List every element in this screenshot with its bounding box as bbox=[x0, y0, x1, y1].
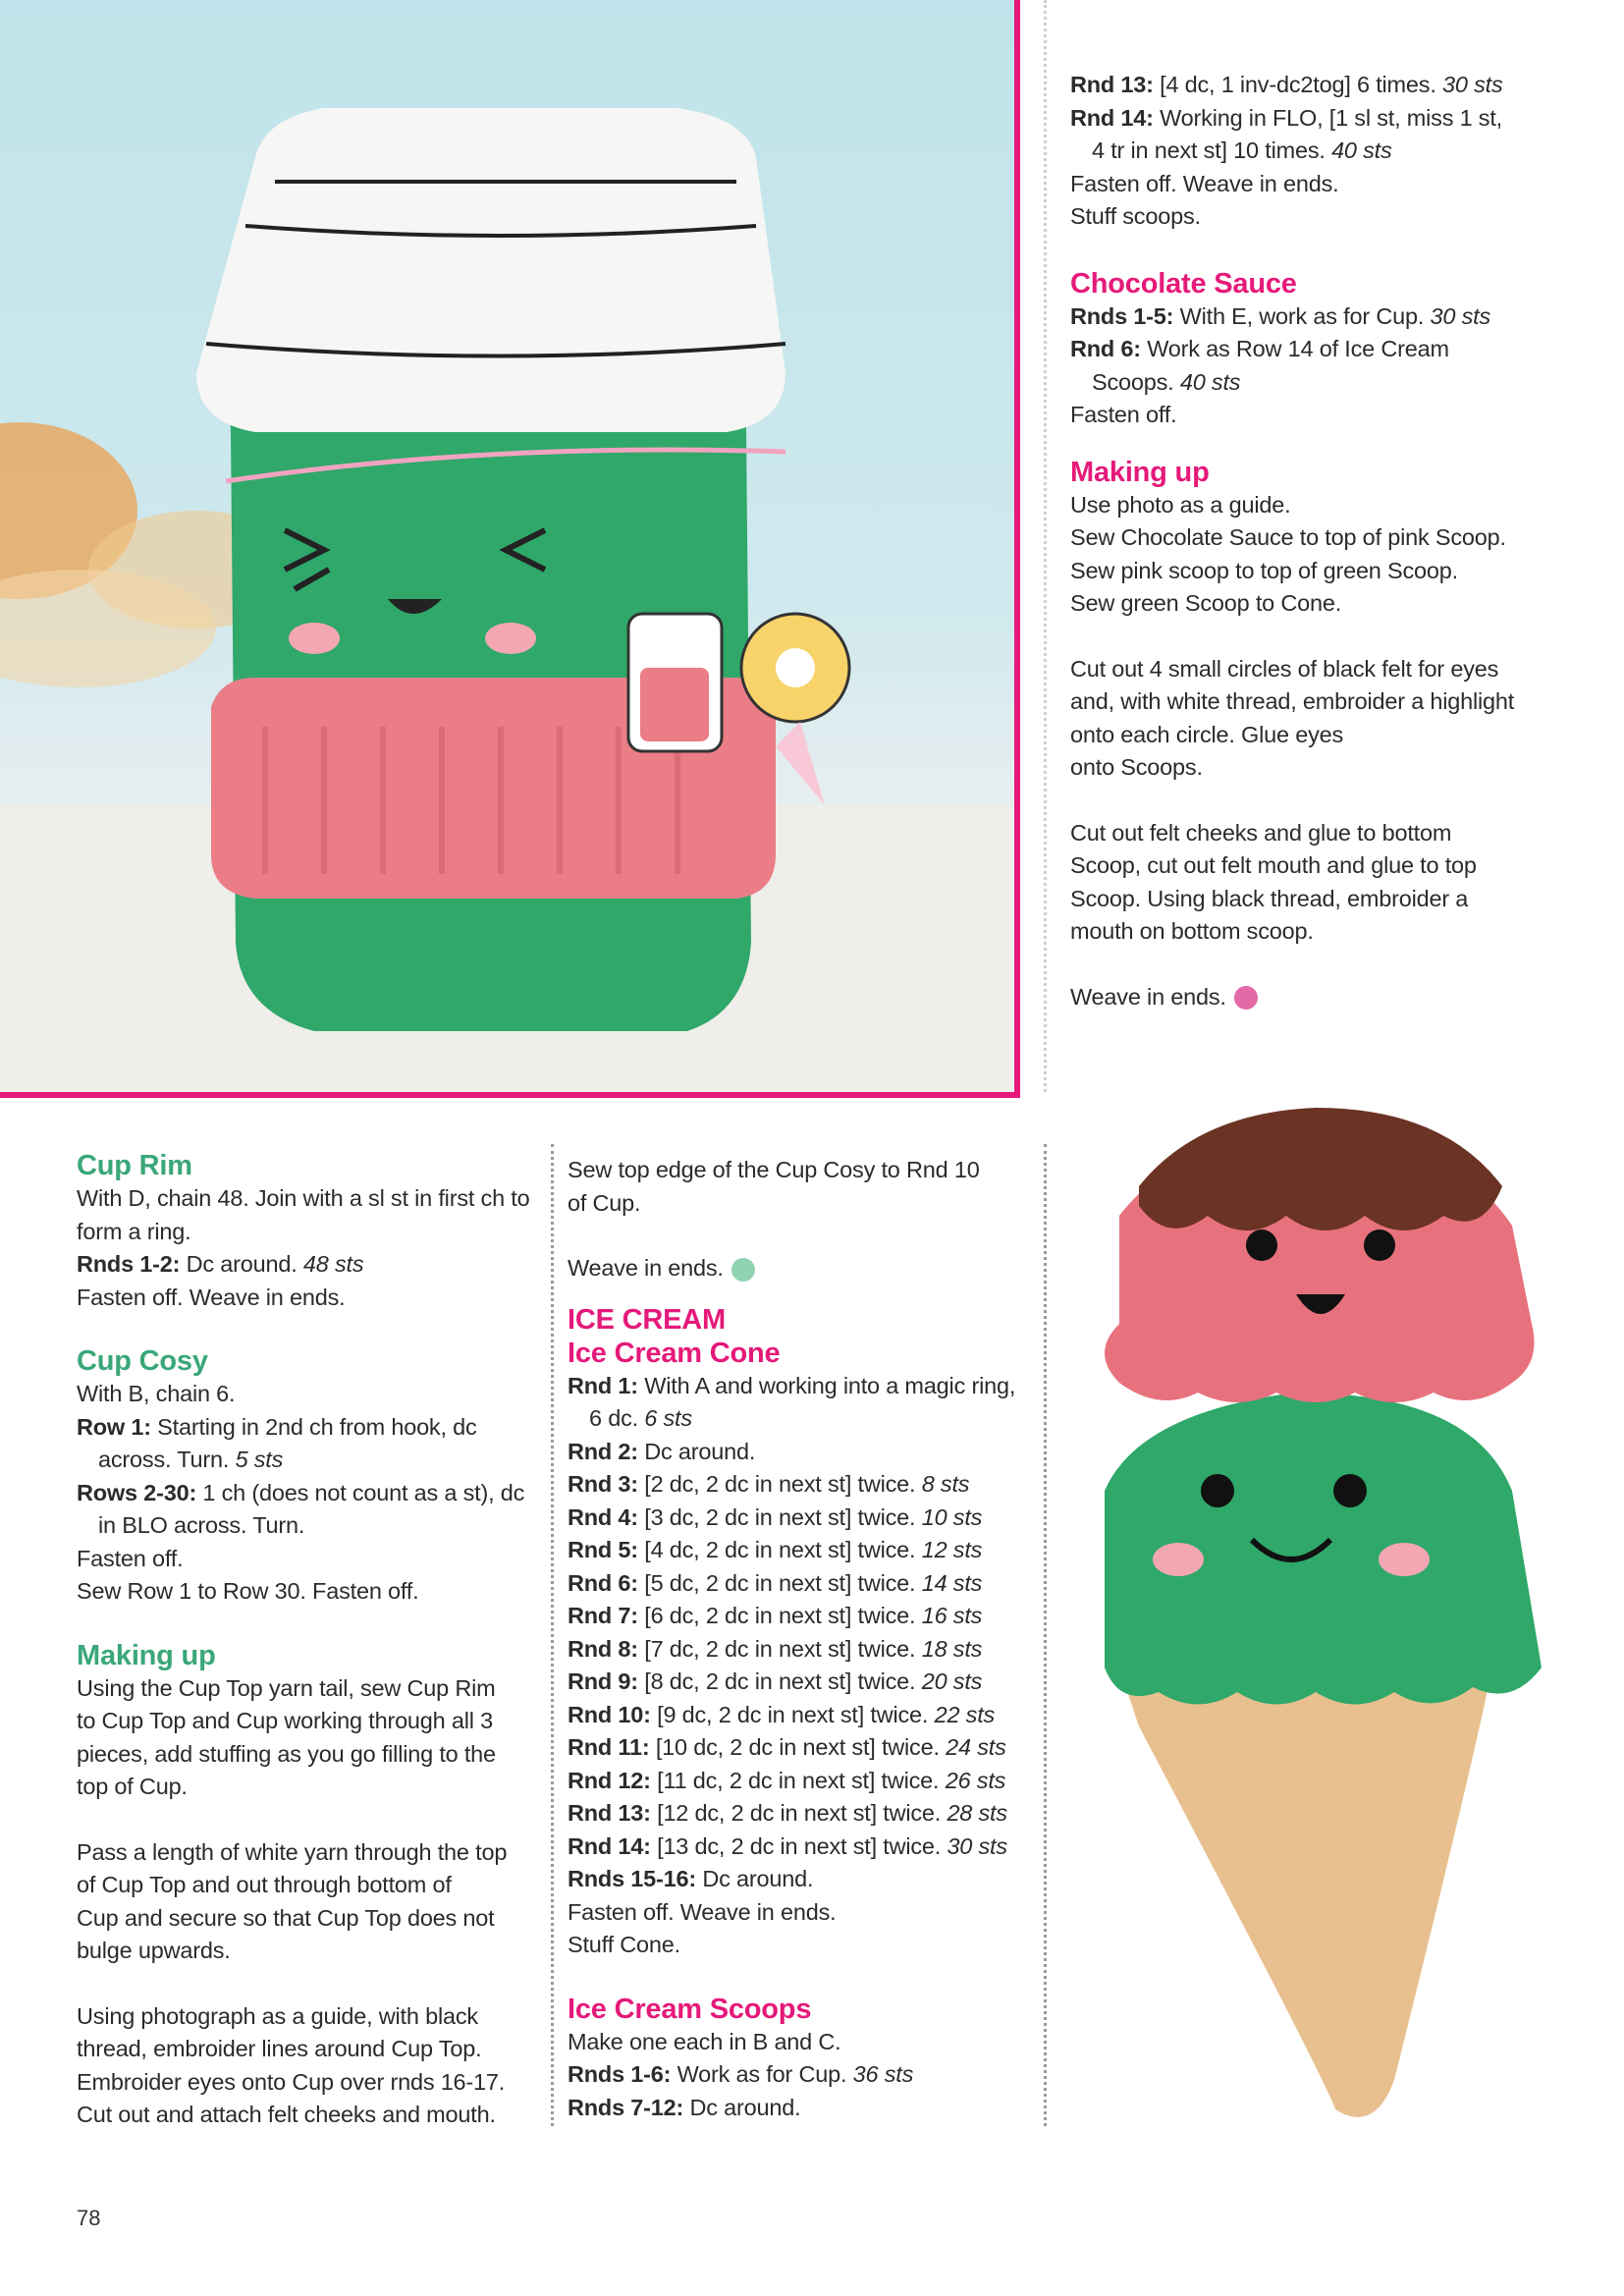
making-up-heading: Making up bbox=[77, 1639, 216, 1671]
text-line: and, with white thread, embroider a highlight bbox=[1070, 688, 1515, 714]
instruction-line: Rnd 13: [12 dc, 2 dc in next st] twice. 28 sts bbox=[568, 1800, 1007, 1826]
text-line: Sew pink scoop to top of green Scoop. bbox=[1070, 557, 1458, 583]
instruction-line: Rnd 2: Dc around. bbox=[568, 1438, 756, 1464]
text-line: Use photo as a guide. bbox=[1070, 491, 1291, 518]
text-line: bulge upwards. bbox=[77, 1938, 231, 1963]
coffee-cup-illustration bbox=[0, 0, 1014, 1092]
coffee-cup-photo bbox=[0, 0, 1020, 1098]
instruction-line: across. Turn. 5 sts bbox=[98, 1447, 284, 1472]
text-line: Using photograph as a guide, with black bbox=[77, 2002, 478, 2029]
text-line: Fasten off. Weave in ends. bbox=[568, 1898, 837, 1925]
cup-rim-heading: Cup Rim bbox=[77, 1150, 192, 1181]
instruction-line: Rows 2-30: 1 ch (does not count as a st), dc bbox=[77, 1479, 525, 1505]
text-line: onto Scoops. bbox=[1070, 754, 1203, 780]
text-line: to Cup Top and Cup working through all 3 bbox=[77, 1708, 493, 1733]
ice-cream-cone-photo bbox=[1080, 1098, 1571, 2139]
instruction-line: Rnd 3: [2 dc, 2 dc in next st] twice. 8 sts bbox=[568, 1471, 970, 1497]
cup-cosy-heading: Cup Cosy bbox=[77, 1345, 208, 1377]
text-line: Sew Chocolate Sauce to top of pink Scoop. bbox=[1070, 524, 1506, 550]
instruction-line: Rnd 5: [4 dc, 2 dc in next st] twice. 12 sts bbox=[568, 1537, 983, 1562]
weave-line: Weave in ends. bbox=[568, 1252, 1039, 1285]
instruction-line: Rnd 4: [3 dc, 2 dc in next st] twice. 10 sts bbox=[568, 1503, 983, 1530]
instruction-line: Rnd 6: Work as Row 14 of Ice Cream bbox=[1070, 336, 1449, 361]
instruction-line: Rnd 10: [9 dc, 2 dc in next st] twice. 22 sts bbox=[568, 1701, 996, 1727]
instruction-line: Row 1: Starting in 2nd ch from hook, dc bbox=[77, 1413, 477, 1440]
instruction-line: Rnd 14: [13 dc, 2 dc in next st] twice. 30 sts bbox=[568, 1832, 1007, 1859]
chocolate-sauce-heading: Chocolate Sauce bbox=[1070, 267, 1297, 300]
yarn-ball-icon bbox=[1234, 986, 1258, 1010]
instruction-line: Rnds 15-16: Dc around. bbox=[568, 1866, 814, 1891]
yarn-ball-icon bbox=[731, 1258, 755, 1282]
text-line: form a ring. bbox=[77, 1218, 191, 1244]
text-line: onto each circle. Glue eyes bbox=[1070, 721, 1344, 747]
ice-cream-scoops-heading: Ice Cream Scoops bbox=[568, 1993, 812, 2025]
ice-cream-section-heading: ICE CREAM bbox=[568, 1303, 726, 1336]
page-number: 78 bbox=[77, 2206, 101, 2230]
instruction-line: Rnds 1-5: With E, work as for Cup. 30 sts bbox=[1070, 302, 1490, 329]
text-line: Fasten off. Weave in ends. bbox=[77, 1284, 346, 1310]
text-line: Fasten off. bbox=[77, 1545, 184, 1571]
making-up-heading: Making up bbox=[1070, 456, 1210, 488]
instruction-line: 6 dc. 6 sts bbox=[589, 1405, 692, 1431]
text-line: Using the Cup Top yarn tail, sew Cup Rim bbox=[77, 1674, 496, 1701]
instruction-line: Rnd 6: [5 dc, 2 dc in next st] twice. 14 sts bbox=[568, 1569, 983, 1596]
text-line: Stuff Cone. bbox=[568, 1932, 680, 1957]
instruction-line: Rnd 12: [11 dc, 2 dc in next st] twice. 26 sts bbox=[568, 1767, 1006, 1793]
text-line: With B, chain 6. bbox=[77, 1381, 236, 1406]
instruction-line: Rnd 1: With A and working into a magic ring, bbox=[568, 1372, 1016, 1398]
text-line: Scoop, cut out felt mouth and glue to top bbox=[1070, 852, 1477, 878]
instruction-line: Rnds 1-2: Dc around. 48 sts bbox=[77, 1251, 364, 1277]
ice-cream-cone-heading: Ice Cream Cone bbox=[568, 1337, 781, 1369]
text-line: Pass a length of white yarn through the top bbox=[77, 1838, 508, 1865]
text-line: Embroider eyes onto Cup over rnds 16-17. bbox=[77, 2068, 506, 2095]
ice-cream-cone-illustration bbox=[1080, 1098, 1571, 2139]
instruction-line: Rnd 11: [10 dc, 2 dc in next st] twice. 24 sts bbox=[568, 1734, 1006, 1760]
text-line: pieces, add stuffing as you go filling to the bbox=[77, 1740, 496, 1767]
left-column bbox=[77, 1149, 548, 2132]
instruction-line: Rnd 7: [6 dc, 2 dc in next st] twice. 16 sts bbox=[568, 1603, 983, 1628]
instruction-line: Rnds 1-6: Work as for Cup. 36 sts bbox=[568, 2061, 914, 2087]
instruction-line: Rnd 13: [4 dc, 1 inv-dc2tog] 6 times. 30 sts bbox=[1070, 72, 1503, 97]
text-line: thread, embroider lines around Cup Top. bbox=[77, 2036, 482, 2061]
text-line: Sew top edge of the Cup Cosy to Rnd 10 bbox=[568, 1157, 980, 1182]
instruction-line: Fasten off. bbox=[1070, 402, 1177, 427]
text-line: mouth on bottom scoop. bbox=[1070, 918, 1314, 944]
instruction-line: Rnds 7-12: Dc around. bbox=[568, 2094, 801, 2120]
instruction-line: Rnd 9: [8 dc, 2 dc in next st] twice. 20 sts bbox=[568, 1668, 983, 1694]
text-line: Cut out 4 small circles of black felt for eyes bbox=[1070, 655, 1499, 682]
instruction-line: in BLO across. Turn. bbox=[98, 1512, 305, 1538]
instruction-line: 4 tr in next st] 10 times. 40 sts bbox=[1092, 137, 1392, 163]
text-line: top of Cup. bbox=[77, 1774, 188, 1799]
text-line: Cup and secure so that Cup Top does not bbox=[77, 1904, 495, 1931]
middle-column bbox=[568, 1154, 1039, 2124]
text-line: Make one each in B and C. bbox=[568, 2028, 841, 2054]
instruction-line: Rnd 14: Working in FLO, [1 sl st, miss 1 st, bbox=[1070, 104, 1502, 131]
text-line: of Cup. bbox=[568, 1189, 641, 1216]
instruction-line: Rnd 8: [7 dc, 2 dc in next st] twice. 18 sts bbox=[568, 1635, 983, 1662]
text-line: of Cup Top and out through bottom of bbox=[77, 1872, 452, 1897]
column-divider bbox=[1044, 1144, 1047, 2126]
weave-line: Weave in ends. bbox=[1070, 981, 1561, 1014]
instruction-line: Scoops. 40 sts bbox=[1092, 368, 1241, 395]
top-right-column bbox=[1070, 69, 1561, 1013]
instruction-line: Stuff scoops. bbox=[1070, 203, 1201, 229]
text-line: Scoop. Using black thread, embroider a bbox=[1070, 885, 1469, 911]
text-line: Cut out felt cheeks and glue to bottom bbox=[1070, 819, 1452, 846]
text-line: With D, chain 48. Join with a sl st in first ch to bbox=[77, 1185, 530, 1211]
instruction-line: Fasten off. Weave in ends. bbox=[1070, 170, 1339, 196]
text-line: Cut out and attach felt cheeks and mouth. bbox=[77, 2102, 496, 2127]
text-line: Sew Row 1 to Row 30. Fasten off. bbox=[77, 1578, 419, 1604]
text-line: Sew green Scoop to Cone. bbox=[1070, 590, 1342, 616]
column-divider bbox=[551, 1144, 554, 2126]
column-divider bbox=[1044, 0, 1047, 1092]
